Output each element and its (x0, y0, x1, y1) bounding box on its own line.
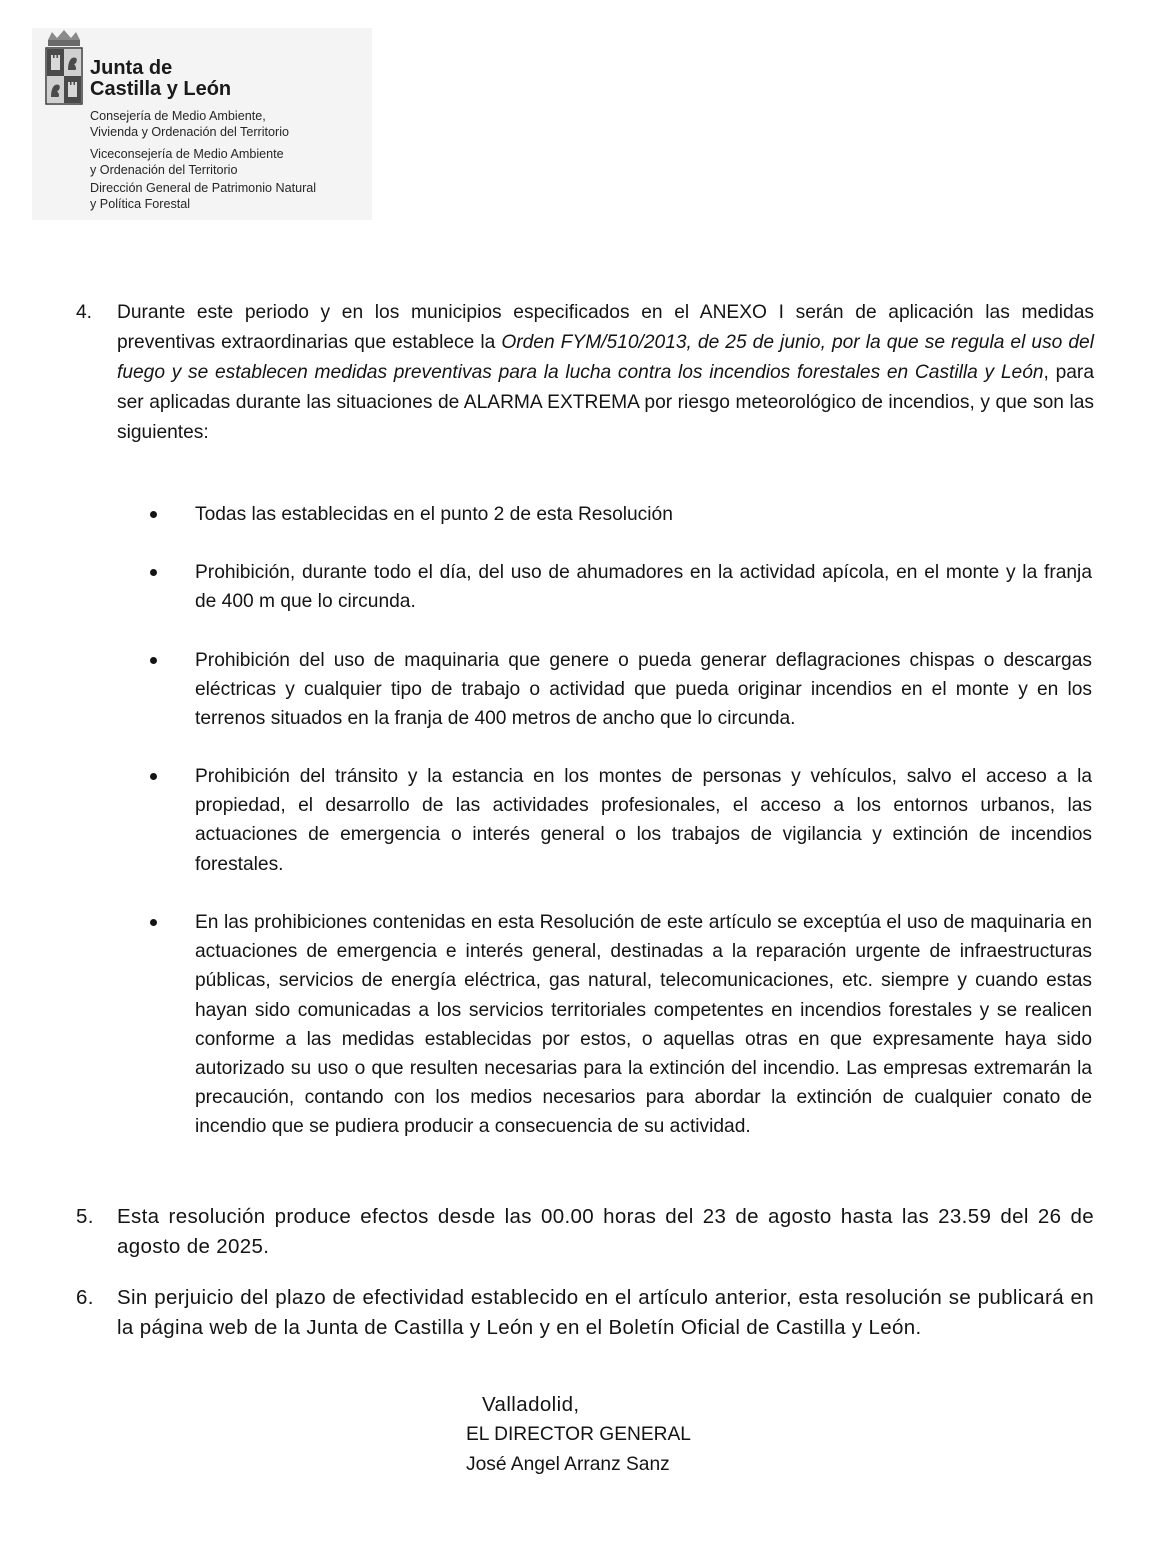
item-number: 6. (76, 1286, 94, 1309)
org-name-line-1: Junta de (90, 57, 173, 79)
item-text: Sin perjuicio del plazo de efectividad establecido en el artículo anterior, esta resolución se publicará en la página web de la Junta de Castilla y León y en el Boletín Oficial de Castilla y León. (117, 1286, 1094, 1339)
bullet-item (150, 762, 1092, 879)
bullet-text: En las prohibiciones contenidas en esta Resolución de este artículo se exceptúa el uso de maquinaria en actuaciones de emergencia e interés general, destinadas a la reparación urgente de infraestructuras públicas, servicios de energía eléctrica, gas natural, telecomunicaciones, etc. siempre y cuando estas hayan sido comunicadas a los servicios territoriales competentes en incendios forestales y se realicen conforme a las medidas establecidas por estos, o aquellas otras en que expresamente haya sido autorizado su uso o que resulten necesarias para la extinción del incendio. Las empresas extremarán la precaución, contando con los medios necesarios para abordar la extinción de cualquier conato de incendio que se pudiera producir a consecuencia de su actividad. (195, 912, 1092, 1138)
item-text: Esta resolución produce efectos desde las 00.00 horas del 23 de agosto hasta las 23.59 del 26 de agosto de 2025. (117, 1205, 1094, 1258)
subdepartment-line: y Política Forestal (90, 197, 191, 211)
item-text-part: , para ser aplicadas durante las situaciones de ALARMA EXTREMA por riesgo meteorológico de incendios, y que son las siguientes: (117, 362, 1094, 443)
item-6 (76, 1283, 1094, 1343)
bullet-dot-icon (150, 569, 157, 576)
bullet-text: Prohibición del tránsito y la estancia en los montes de personas y vehículos, salvo el acceso a la propiedad, el desarrollo de las actividades profesionales, el acceso a los entornos urbanos, las actuaciones de emergencia o interés general o los trabajos de vigilancia y extinción de incendios forestales. (195, 766, 1092, 875)
item-number: 5. (76, 1205, 94, 1228)
item-number: 4. (76, 302, 93, 323)
item-text (117, 298, 1094, 448)
signature-block (466, 1390, 691, 1480)
signature-city: Valladolid, (482, 1393, 580, 1416)
subdepartment-line: y Ordenación del Territorio (90, 163, 238, 177)
order-citation: Orden FYM/510/2013, de 25 de junio, por la que se regula el uso del fuego y se establecen medidas preventivas para la lucha contra los incendios forestales en Castilla y León (117, 332, 1094, 383)
bullet-dot-icon (150, 919, 157, 926)
item-text-part: Durante este periodo y en los municipios especificados en el ANEXO I serán de aplicación las medidas preventivas extraordinarias que establece la (117, 302, 1094, 353)
department-line: Vivienda y Ordenación del Territorio (90, 125, 290, 139)
bullet-item (150, 646, 1092, 734)
bullet-text: Todas las establecidas en el punto 2 de esta Resolución (195, 504, 673, 525)
bullet-dot-icon (150, 657, 157, 664)
subdepartment-line: Dirección General de Patrimonio Natural (90, 181, 317, 195)
org-name-line-2: Castilla y León (90, 78, 232, 100)
letterhead (32, 28, 372, 220)
organization-name (90, 58, 231, 100)
bullet-text: Prohibición del uso de maquinaria que genere o pueda generar deflagraciones chispas o descargas eléctricas y cualquier tipo de trabajo o actividad que pueda originar incendios en el monte y en los terrenos situados en la franja de 400 metros de ancho que lo circunda. (195, 650, 1092, 730)
department-block (90, 108, 316, 212)
bullet-item (150, 500, 1092, 529)
bullet-text: Prohibición, durante todo el día, del uso de ahumadores en la actividad apícola, en el monte y la franja de 400 m que lo circunda. (195, 562, 1092, 613)
signature-name: José Angel Arranz Sanz (466, 1454, 670, 1475)
item-4 (76, 298, 1094, 448)
bullet-item (150, 908, 1092, 1142)
department-line: Consejería de Medio Ambiente, (90, 109, 266, 123)
item-5 (76, 1202, 1094, 1262)
bullet-dot-icon (150, 773, 157, 780)
signature-title: EL DIRECTOR GENERAL (466, 1424, 691, 1445)
bullet-item (150, 558, 1092, 616)
subdepartment-line: Viceconsejería de Medio Ambiente (90, 147, 284, 161)
coat-of-arms-icon (42, 30, 86, 108)
bullet-dot-icon (150, 511, 157, 518)
